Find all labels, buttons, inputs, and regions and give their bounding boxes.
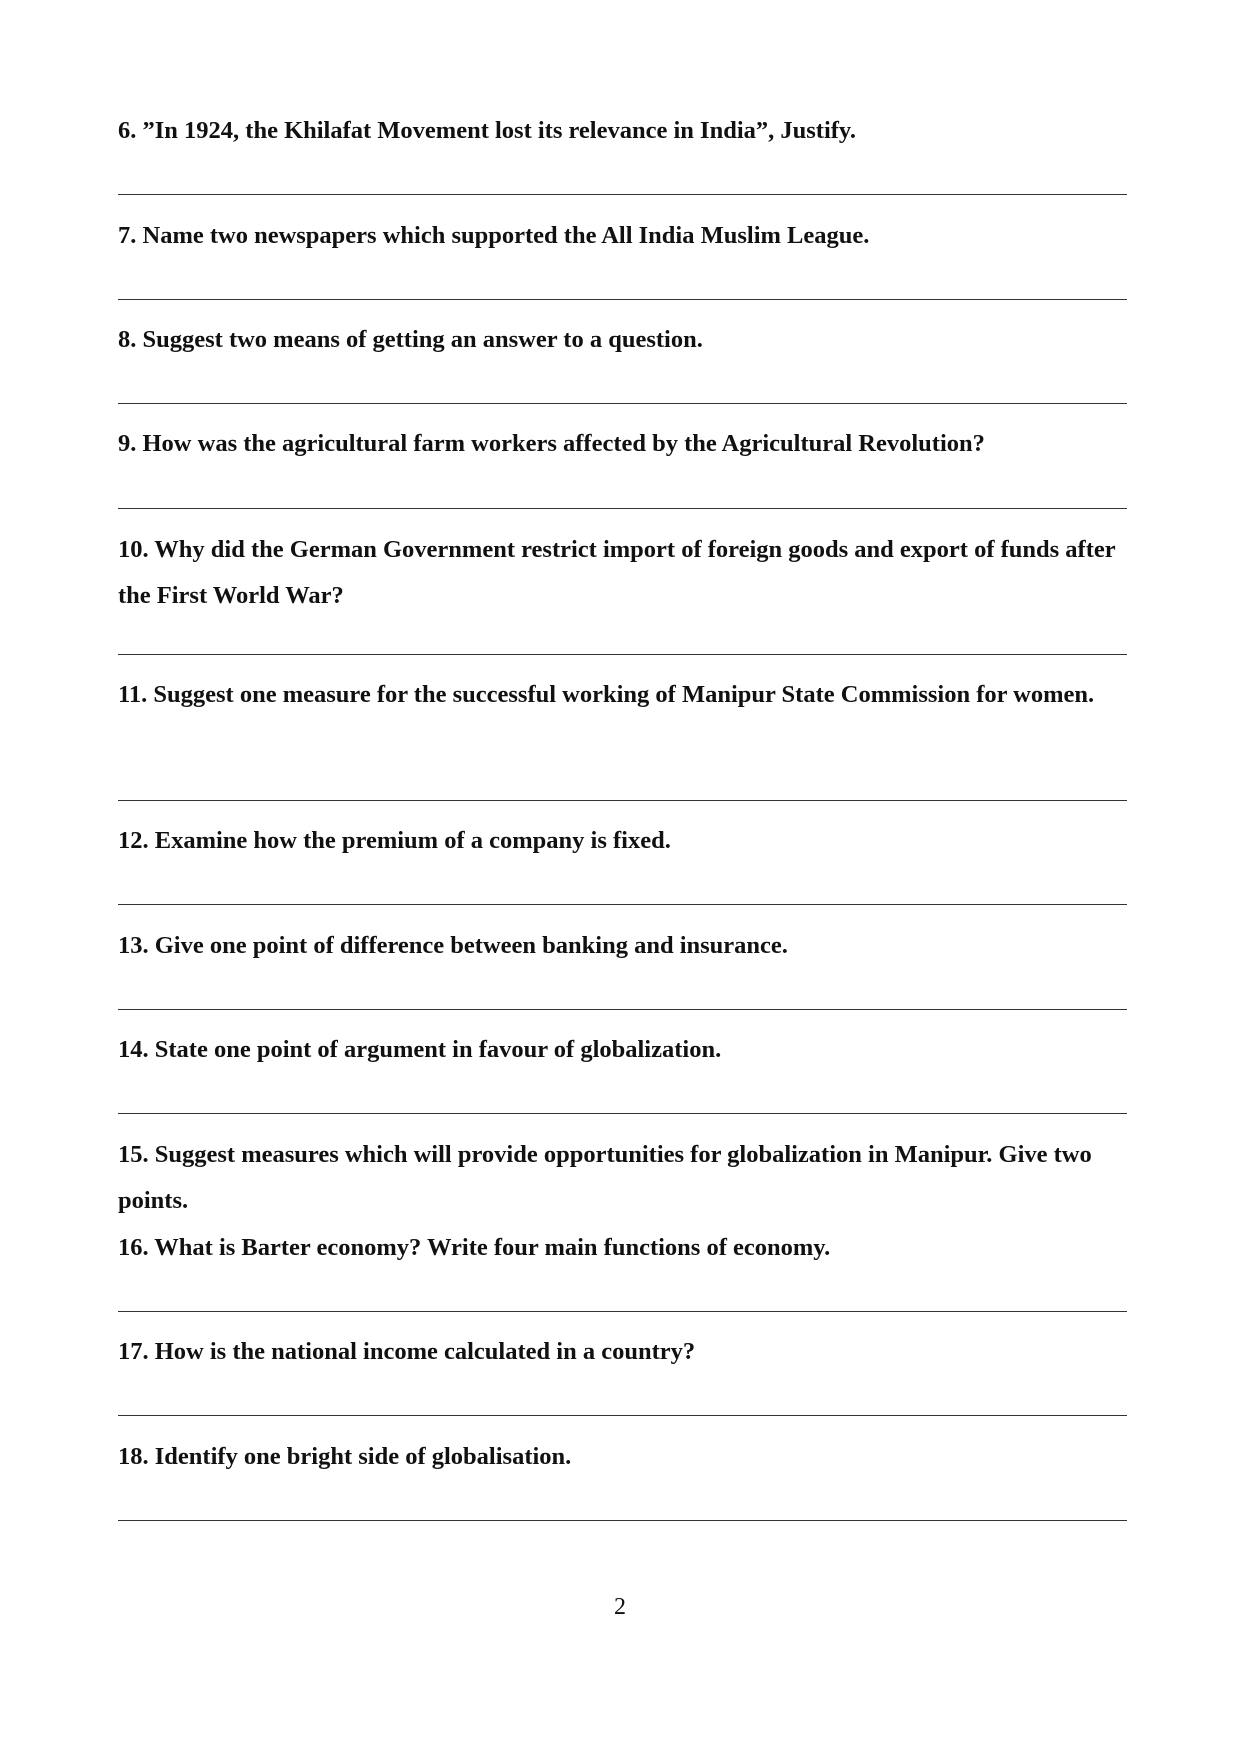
answer-line-7 xyxy=(118,299,1127,300)
question-10: 10. Why did the German Government restrict import of foreign goods and export of funds after the First World War? xyxy=(118,536,1116,609)
question-16: 16. What is Barter economy? Write four main functions of economy. xyxy=(118,1234,831,1261)
question-13: 13. Give one point of difference between banking and insurance. xyxy=(118,932,788,959)
page-number: 2 xyxy=(614,1594,626,1620)
question-11: 11. Suggest one measure for the successful working of Manipur State Commission for women. xyxy=(118,681,1095,708)
answer-line-14 xyxy=(118,1113,1127,1114)
answer-line-6 xyxy=(118,194,1127,195)
answer-line-13 xyxy=(118,1009,1127,1010)
question-17: 17. How is the national income calculated in a country? xyxy=(118,1338,696,1365)
answer-line-10 xyxy=(118,654,1127,655)
answer-line-18 xyxy=(118,1520,1127,1521)
answer-line-9 xyxy=(118,508,1127,509)
answer-line-17 xyxy=(118,1415,1127,1416)
answer-line-11 xyxy=(118,800,1127,801)
answer-line-8 xyxy=(118,403,1127,404)
answer-line-16 xyxy=(118,1311,1127,1312)
question-18: 18. Identify one bright side of globalisation. xyxy=(118,1443,572,1470)
question-15: 15. Suggest measures which will provide opportunities for globalization in Manipur. Give two points. xyxy=(118,1141,1092,1214)
question-14: 14. State one point of argument in favour of globalization. xyxy=(118,1036,722,1063)
answer-line-12 xyxy=(118,904,1127,905)
question-9: 9. How was the agricultural farm workers affected by the Agricultural Revolution? xyxy=(118,430,985,457)
question-6: 6. ”In 1924, the Khilafat Movement lost its relevance in India”, Justify. xyxy=(118,117,856,144)
question-8: 8. Suggest two means of getting an answer to a question. xyxy=(118,326,703,353)
question-7: 7. Name two newspapers which supported the All India Muslim League. xyxy=(118,222,870,249)
question-12: 12. Examine how the premium of a company is fixed. xyxy=(118,827,671,854)
